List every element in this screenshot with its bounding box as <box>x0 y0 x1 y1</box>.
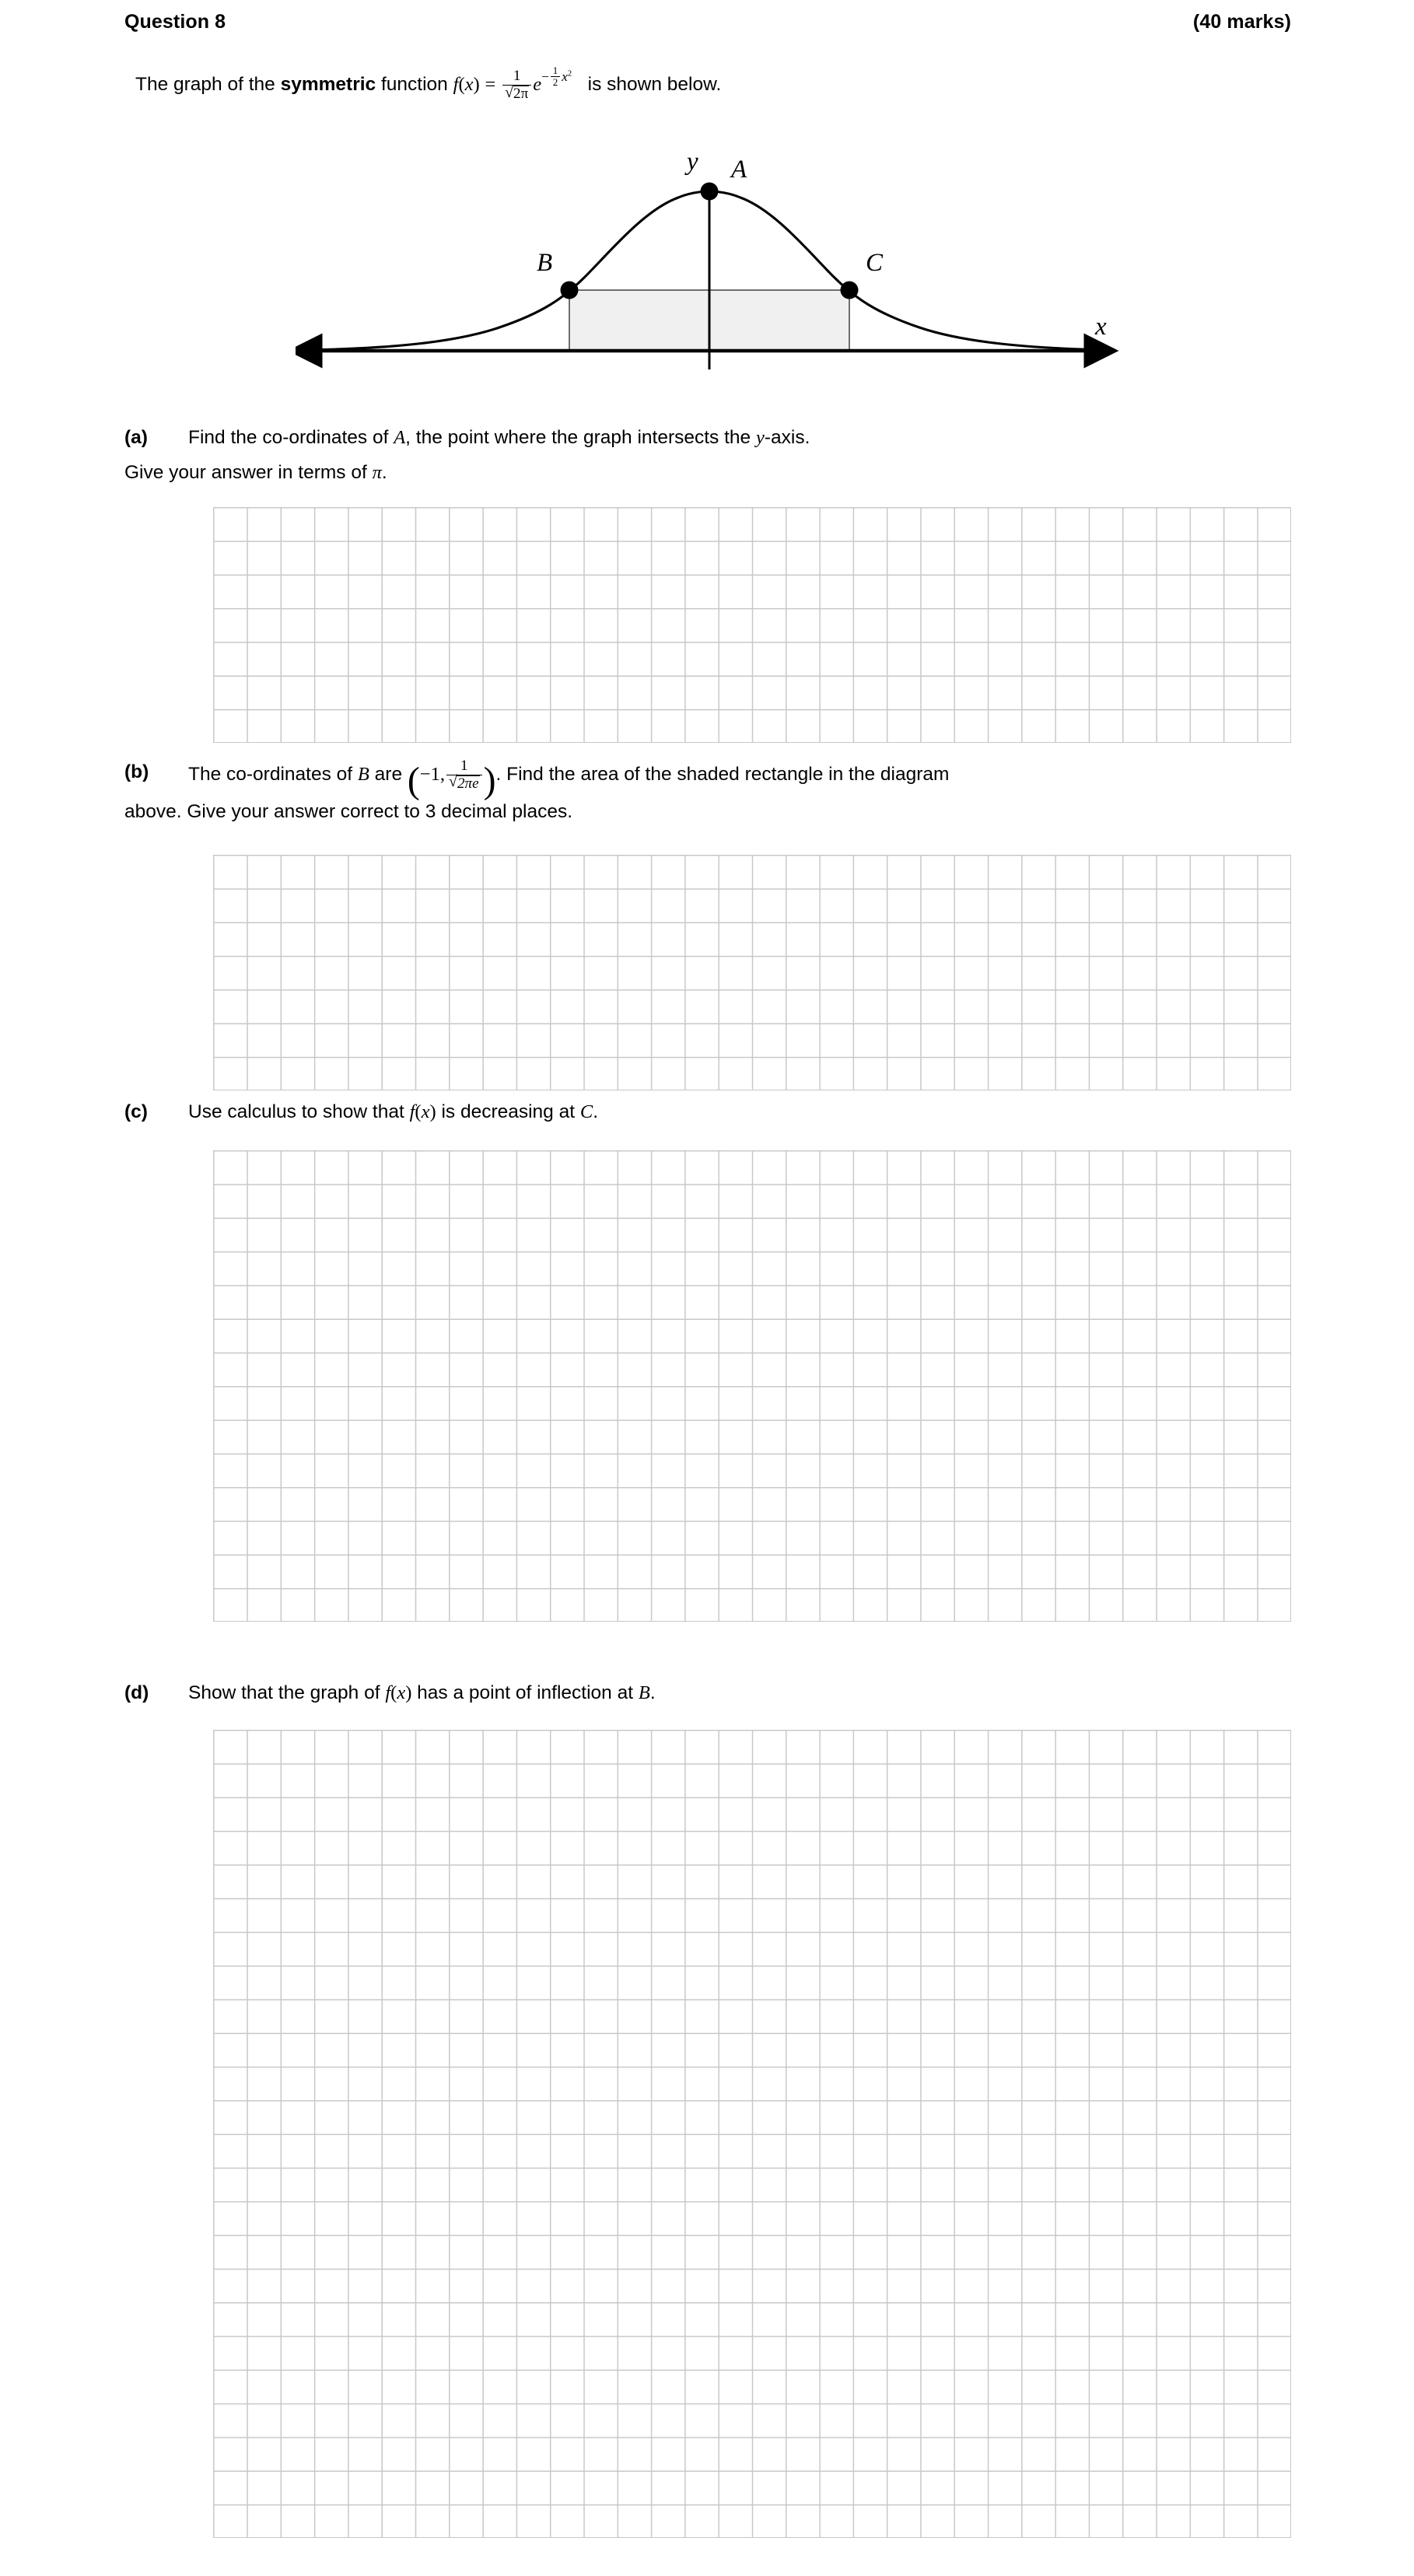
exponent-variable: x <box>562 69 568 85</box>
part-a-tag: (a) <box>124 427 148 448</box>
intro-text-end: is shown below. <box>582 74 722 96</box>
part-c-tag: (c) <box>124 1101 148 1122</box>
part-a-line2 <box>124 459 1291 488</box>
coord-close-paren: ) <box>483 759 496 801</box>
coefficient-fraction <box>502 68 531 102</box>
coord-x-value: −1, <box>419 763 446 785</box>
sqrt-2pi: √ 2π <box>505 86 529 103</box>
part-d-tag: (d) <box>124 1682 149 1703</box>
coefficient-denominator <box>502 85 531 103</box>
part-c-close-paren: ) <box>429 1101 436 1122</box>
exponent-group <box>541 65 572 89</box>
point-c-marker <box>841 282 859 299</box>
part-c-fn: f <box>409 1101 415 1122</box>
part-d-text-1: Show that the graph of <box>188 1682 386 1703</box>
question-number: Question 8 <box>124 11 226 33</box>
part-b-tag: (b) <box>124 761 149 782</box>
part-c-point-c: C <box>579 1101 593 1122</box>
y-axis-label: y <box>687 148 698 176</box>
question-header <box>124 11 1291 33</box>
coord-y-numerator: 1 <box>460 758 468 774</box>
coord-y-fraction <box>446 758 482 792</box>
part-a-y-var: y <box>755 427 765 448</box>
exponential-base: e <box>533 74 542 96</box>
part-a-line1-text-2: , the point where the graph intersects the <box>405 427 756 448</box>
coefficient-numerator: 1 <box>513 68 521 85</box>
part-a-line2-text-2: . <box>381 461 387 483</box>
x-axis-label: x <box>1095 313 1107 341</box>
answer-grid-b[interactable] <box>213 855 1291 1090</box>
marks-label: (40 marks) <box>1192 11 1291 33</box>
part-c-body <box>188 1101 598 1122</box>
point-b-marker <box>561 282 579 299</box>
part-d-text-2: has a point of inflection at <box>411 1682 639 1703</box>
part-b <box>124 758 1291 827</box>
close-paren: ) <box>473 74 480 96</box>
intro-text-before: The graph of the <box>135 74 281 96</box>
part-d-point-b: B <box>638 1682 650 1703</box>
part-d <box>124 1679 1291 1708</box>
answer-grid-c[interactable] <box>213 1150 1291 1622</box>
part-a-line2-text-1: Give your answer in terms of <box>124 461 373 483</box>
part-a-body <box>124 427 1291 488</box>
point-c-label: C <box>866 249 884 277</box>
point-b-label: B <box>537 249 553 277</box>
intro-sentence <box>135 65 721 103</box>
part-a <box>124 424 1291 488</box>
exponent-power: 2 <box>567 69 572 79</box>
equals-sign: = <box>485 74 496 96</box>
part-d-open-paren: ( <box>390 1682 397 1703</box>
function-name: f <box>453 74 459 96</box>
normal-curve-diagram <box>296 138 1120 387</box>
part-d-fn: f <box>385 1682 391 1703</box>
part-b-body <box>124 758 1291 827</box>
pi-symbol: π <box>372 461 382 483</box>
part-b-line2: above. Give your answer correct to 3 decimal places. <box>124 801 573 823</box>
point-a-label: A <box>731 156 747 184</box>
part-b-line1-text-3: . Find the area of the shaded rectangle in the diagram <box>495 763 950 785</box>
part-c-text-2: is decreasing at <box>436 1101 580 1122</box>
part-c <box>124 1098 1291 1127</box>
part-d-var: x <box>397 1682 406 1703</box>
part-b-line1-text-2: are <box>369 763 408 785</box>
function-variable: x <box>464 74 474 96</box>
part-c-var: x <box>421 1101 430 1122</box>
part-d-text-3: . <box>649 1682 656 1703</box>
part-b-line1-text-1: The co-ordinates of <box>188 763 358 785</box>
intro-bold-symmetric: symmetric <box>280 74 376 96</box>
part-d-body <box>188 1682 656 1703</box>
part-b-point-b: B <box>357 763 369 785</box>
part-c-text-3: . <box>593 1101 599 1122</box>
part-d-close-paren: ) <box>405 1682 412 1703</box>
open-paren: ( <box>458 74 465 96</box>
part-c-text-1: Use calculus to show that <box>188 1101 410 1122</box>
part-a-line1-text-1: Find the co-ordinates of <box>188 427 394 448</box>
sqrt-2pie: √ 2πe <box>449 775 480 793</box>
part-a-line1-text-3: -axis. <box>764 427 810 448</box>
coord-y-denominator <box>446 775 482 793</box>
coord-open-paren: ( <box>407 759 420 801</box>
part-c-open-paren: ( <box>415 1101 422 1122</box>
exponent-fraction: $\frac{1}{2}$ <box>551 65 561 88</box>
intro-text-after: function <box>376 74 453 96</box>
answer-grid-a[interactable] <box>213 507 1291 743</box>
exponent-sign: − <box>541 69 549 85</box>
point-a-marker <box>701 183 719 201</box>
part-a-point-a: A <box>394 427 406 448</box>
answer-grid-d[interactable] <box>213 1730 1291 2538</box>
